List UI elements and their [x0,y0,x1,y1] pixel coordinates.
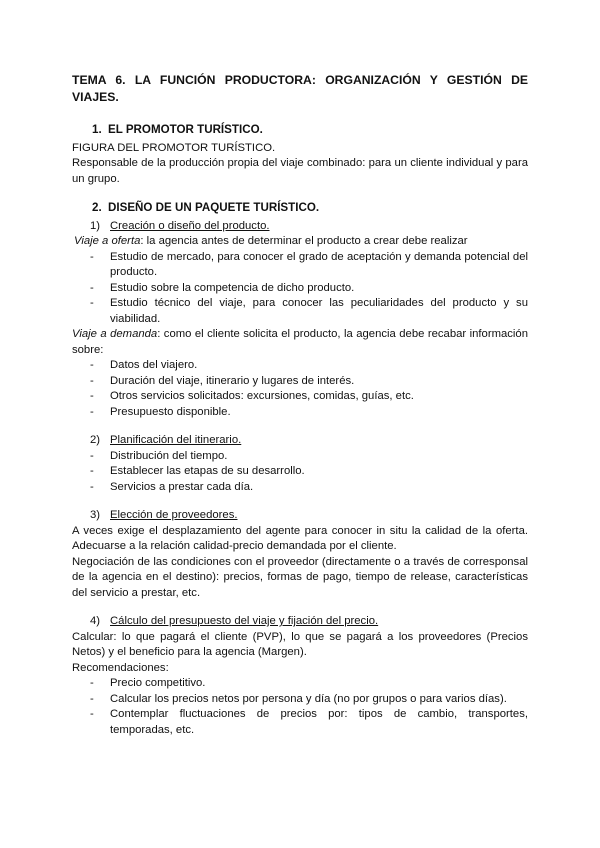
list-item: - Precio competitivo. [72,676,528,692]
viaje-demanda-text: : como el cliente solicita el producto, la agencia debe recabar información sobre: [72,328,528,356]
list-item: - Distribución del tiempo. [72,449,528,465]
section-1-number: 1. [92,123,102,136]
subsection-4-number: 4) [90,615,101,627]
subsection-1-heading [72,219,528,235]
viaje-oferta-text: : la agencia antes de determinar el producto a crear debe realizar [140,235,468,247]
section-1-heading-text: EL PROMOTOR TURÍSTICO. [108,123,263,136]
subsection-2-number: 2) [90,434,101,446]
list-item: - Datos del viajero. [72,358,528,374]
list-item: - Presupuesto disponible. [72,405,528,421]
viaje-demanda-term: Viaje a demanda [72,328,158,340]
viaje-demanda-list [72,358,528,420]
subsection-4-title: Cálculo del presupuesto del viaje y fijación del precio. [110,615,379,627]
subsection-1-title: Creación o diseño del producto. [110,219,270,232]
viaje-oferta-paragraph [72,234,528,250]
subsection-4-heading [72,614,528,630]
list-item: - Estudio técnico del viaje, para conocer las peculiaridades del producto y su viabilidad. [72,296,528,327]
section-2-heading-text: DISEÑO DE UN PAQUETE TURÍSTICO. [108,201,320,214]
section-1-heading [72,122,528,138]
list-item: - Contemplar fluctuaciones de precios por: tipos de cambio, transportes, temporadas, etc. [72,707,528,738]
list-item: - Calcular los precios netos por persona y día (no por grupos o para varios días). [72,692,528,708]
list-item: - Estudio sobre la competencia de dicho producto. [72,281,528,297]
list-item: - Estudio de mercado, para conocer el grado de aceptación y demanda potencial del producto. [72,250,528,281]
viaje-oferta-term: Viaje a oferta [74,235,141,247]
subsection-2-heading [72,433,528,449]
section-1-line-1: FIGURA DEL PROMOTOR TURÍSTICO. [72,141,276,154]
subsection-3-heading [72,508,528,524]
section-2-number: 2. [92,201,102,214]
section-1-line-2: Responsable de la producción propia del viaje combinado: para un cliente individual y para un grupo. [72,157,528,185]
subsection-3-number: 3) [90,509,101,521]
subsection-3-title: Elección de proveedores. [110,509,238,521]
itinerario-list [72,449,528,496]
list-item: - Otros servicios solicitados: excursiones, comidas, guías, etc. [72,389,528,405]
section-2-heading [72,200,528,216]
subsection-2-title: Planificación del itinerario. [110,434,242,446]
document-title: TEMA 6. LA FUNCIÓN PRODUCTORA: ORGANIZACIÓN Y GESTIÓN DE VIAJES. [72,73,528,104]
viaje-demanda-paragraph [72,327,528,358]
recomendaciones-list [72,676,528,738]
recomendaciones-label: Recomendaciones: [72,661,169,674]
list-item: - Establecer las etapas de su desarrollo. [72,464,528,480]
proveedores-paragraph-2: Negociación de las condiciones con el proveedor (directamente o a través de corresponsal de la agencia en el destino): precios, formas de pago, tiempo de release, características del servicio a prestar, etc. [72,555,528,599]
subsection-1-number: 1) [90,219,101,232]
list-item: - Duración del viaje, itinerario y lugares de interés. [72,374,528,390]
document-body [72,122,528,738]
viaje-oferta-list [72,250,528,328]
presupuesto-paragraph: Calcular: lo que pagará el cliente (PVP), lo que se pagará a los proveedores (Precios Netos) y el beneficio para la agencia (Margen). [72,630,528,658]
list-item: - Servicios a prestar cada día. [72,480,528,496]
proveedores-paragraph-1: A veces exige el desplazamiento del agente para conocer in situ la calidad de la oferta. Adecuarse a la relación calidad-precio demandada por el cliente. [72,524,528,552]
